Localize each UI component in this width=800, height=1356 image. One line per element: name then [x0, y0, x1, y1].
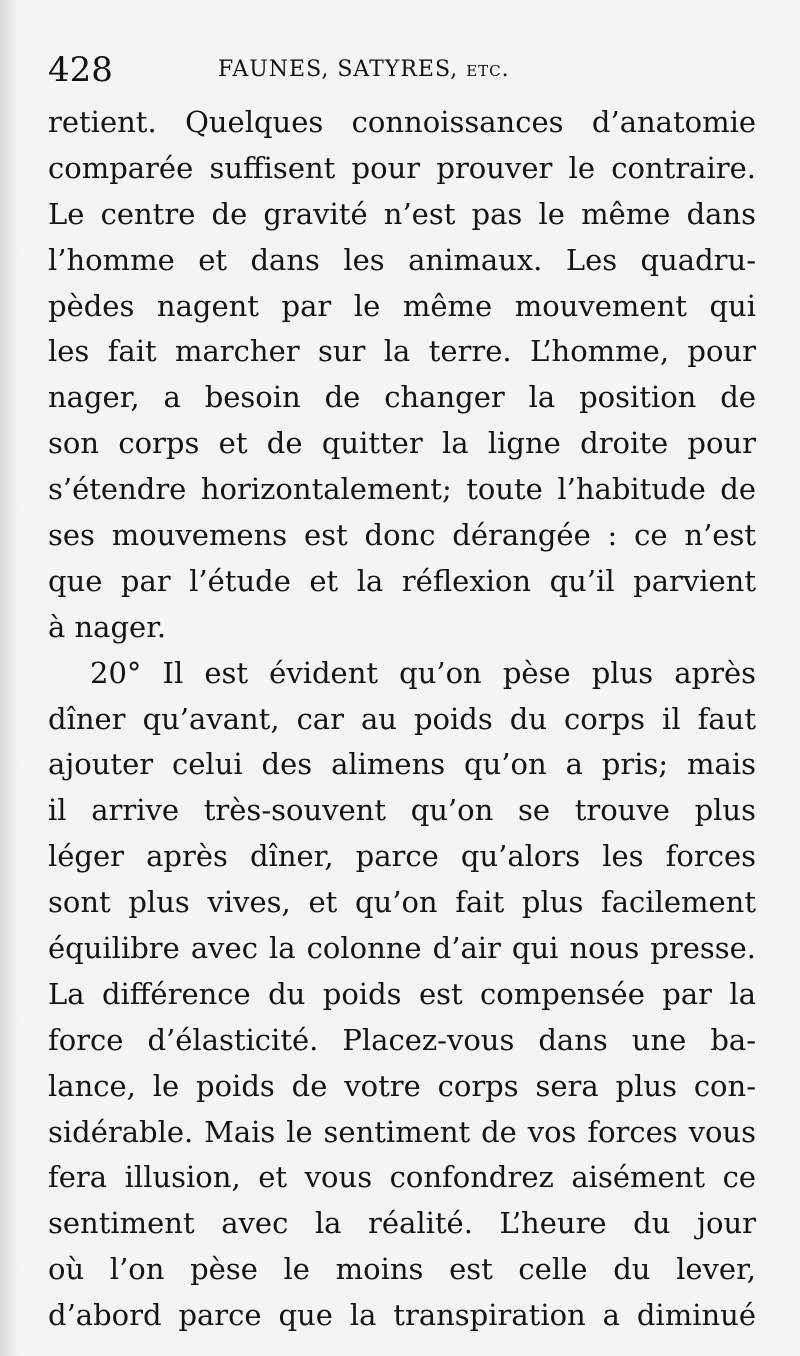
text-line: l’homme et dans les animaux. Les quadru- — [48, 242, 756, 277]
text-line: où l’on pèse le moins est celle du lever, — [48, 1252, 756, 1287]
text-line: lance, le poids de votre corps sera plus con- — [48, 1068, 756, 1103]
text-line: sentiment avec la réalité. L’heure du jour — [48, 1206, 756, 1241]
text-line: retient. Quelques connoissances d’anatomie — [48, 105, 756, 139]
text-line: que par l’étude et la réflexion qu’il parvient — [48, 563, 756, 598]
text-line: ses mouvemens est donc dérangée : ce n’est — [48, 518, 756, 553]
page-body-text — [48, 100, 756, 1339]
text-line: dîner qu’avant, car au poids du corps il faut — [48, 701, 756, 736]
text-line: son corps et de quitter la ligne droite pour — [48, 426, 756, 461]
text-line: Le centre de gravité n’est pas le même dans — [48, 196, 756, 231]
text-line: les fait marcher sur la terre. L’homme, pour — [48, 334, 756, 369]
text-line: La différence du poids est compensée par la — [48, 976, 756, 1011]
page-gutter-shadow — [0, 0, 18, 1356]
text-line: d’abord parce que la transpiration a diminué — [48, 1298, 756, 1333]
text-line: fera illusion, et vous confondrez aisément ce — [48, 1160, 756, 1195]
text-line: force d’élasticité. Placez-vous dans une ba- — [48, 1022, 756, 1057]
text-line: léger après dîner, parce qu’alors les forces — [48, 839, 756, 874]
text-line: nager, a besoin de changer la position de — [48, 380, 756, 415]
text-line: pèdes nagent par le même mouvement qui — [48, 288, 756, 323]
text-line: comparée suffisent pour prouver le contraire. — [48, 150, 756, 185]
text-line: il arrive très-souvent qu’on se trouve plus — [48, 793, 756, 828]
text-line: sidérable. Mais le sentiment de vos forces vous — [48, 1114, 756, 1149]
text-line: 20° Il est évident qu’on pèse plus après — [90, 655, 756, 690]
text-line: sont plus vives, et qu’on fait plus facilement — [48, 885, 756, 920]
page-header — [48, 50, 768, 90]
page-number: 428 — [48, 50, 113, 90]
text-line: s’étendre horizontalement; toute l’habitude de — [48, 472, 756, 507]
text-line: ajouter celui des alimens qu’on a pris; mais — [48, 747, 756, 782]
text-line: équilibre avec la colonne d’air qui nous presse. — [48, 931, 756, 966]
running-head: FAUNES, SATYRES, etc. — [218, 57, 510, 82]
text-line: à nager. — [48, 609, 167, 644]
